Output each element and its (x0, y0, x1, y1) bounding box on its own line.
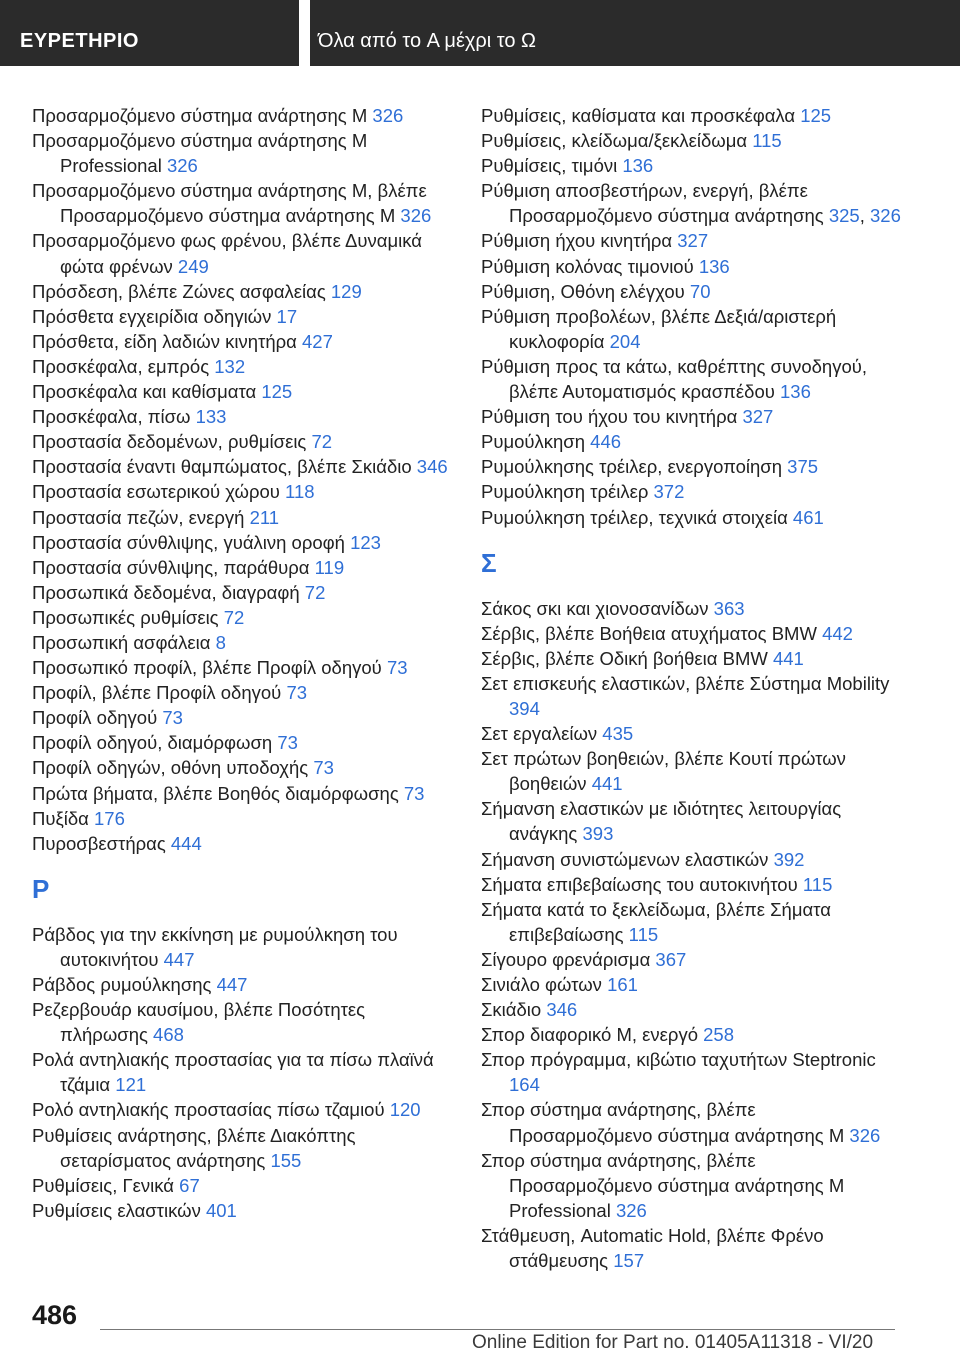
page-reference-link[interactable]: 136 (780, 381, 811, 403)
index-entry (481, 646, 901, 671)
index-term: Σετ εργαλείων (481, 723, 598, 745)
section-subtitle-tab (310, 0, 960, 66)
page-reference-link[interactable]: 326 (372, 105, 404, 126)
page-reference-link[interactable]: 129 (330, 280, 362, 302)
edition-footer: Online Edition for Part no. 01405A11318 - VI/20 (472, 1332, 874, 1353)
index-term: Ρυμούλκηση τρέιλερ (481, 481, 649, 503)
index-entry (481, 997, 901, 1022)
index-entry (32, 680, 452, 705)
index-term: Πρόσδεση, βλέπε Ζώνες ασφαλείας (32, 280, 326, 302)
page-reference-link[interactable]: 444 (170, 832, 202, 854)
page-reference-link[interactable]: 115 (628, 923, 659, 945)
page-reference-link[interactable]: 136 (622, 155, 654, 177)
index-term: Σπορ σύστημα ανάρτησης, βλέπε Προσαρμοζόμενο σύστημα ανάρτησης M Professional (481, 1149, 845, 1221)
index-term: Προφίλ, βλέπε Προφίλ οδηγού (32, 682, 282, 704)
index-term: Ρύθμιση κολόνας τιμονιού (481, 255, 694, 277)
index-term: Προσαρμοζόμενο σύστημα ανάρτησης M (32, 105, 368, 126)
index-entry (481, 897, 901, 947)
index-entry (481, 153, 901, 178)
page-reference-link[interactable]: 115 (752, 130, 782, 152)
index-entry (32, 304, 452, 329)
index-entry (32, 128, 452, 178)
page-reference-link[interactable]: 123 (350, 531, 381, 553)
page-reference-link[interactable]: 72 (304, 581, 326, 603)
page-reference-link[interactable]: 346 (416, 456, 448, 478)
index-letter-heading: Σ (481, 547, 497, 578)
page-reference-link[interactable]: 346 (546, 999, 578, 1021)
index-entry (32, 806, 452, 831)
index-term: Σάκος σκι και χιονοσανίδων (481, 597, 709, 619)
index-term: Προσωπικά δεδομένα, διαγραφή (32, 581, 300, 603)
page-reference-link[interactable]: 327 (677, 230, 709, 252)
index-term: Πρόσθετα εγχειρίδια οδηγιών (32, 305, 272, 327)
index-entry (32, 505, 452, 530)
index-entry (32, 1173, 452, 1198)
page-reference-link[interactable]: 468 (153, 1024, 184, 1046)
page-reference-link[interactable]: 133 (195, 406, 227, 428)
index-term: Προσαρμοζόμενο σύστημα ανάρτησης M, βλέπε Προσαρμοζόμενο σύστημα ανάρτησης M (32, 180, 427, 227)
page-reference-link[interactable]: 367 (655, 948, 687, 970)
index-term: Σπορ σύστημα ανάρτησης, βλέπε Προσαρμοζόμενο σύστημα ανάρτησης M (481, 1099, 845, 1146)
index-entry (32, 1198, 452, 1223)
page-reference-link[interactable]: 446 (590, 431, 622, 453)
page-reference-link[interactable]: 70 (689, 280, 711, 302)
index-term: Προφίλ οδηγού (32, 707, 158, 729)
page-reference-link[interactable]: 72 (311, 431, 333, 453)
index-entry (481, 1097, 901, 1147)
page-reference-link[interactable]: 326 (615, 1199, 647, 1221)
index-term: Προφίλ οδηγού, διαμόρφωση (32, 732, 273, 754)
index-entry (32, 103, 452, 128)
index-term: Προφίλ οδηγών, οθόνη υποδοχής (32, 757, 309, 779)
index-term: Προστασία σύνθλιψης, γυάλινη οροφή (32, 531, 345, 553)
index-term: Προστασία εσωτερικού χώρου (32, 481, 280, 503)
index-term: Προσαρμοζόμενο σύστημα ανάρτησης M Professional (32, 130, 368, 177)
page-reference-link[interactable]: 164 (509, 1074, 540, 1096)
index-entry (32, 354, 452, 379)
index-entry (32, 781, 452, 806)
index-entry (32, 630, 452, 655)
index-entry (32, 379, 452, 404)
index-term: Ρυμούλκηση τρέιλερ, τεχνικά στοιχεία (481, 506, 788, 528)
index-term: Ρυθμίσεις, τιμόνι (481, 155, 618, 177)
index-term: Ρυθμίσεις, καθίσματα και προσκέφαλα (481, 105, 796, 126)
index-entry (481, 304, 901, 354)
index-entry (32, 922, 452, 972)
index-entry (32, 479, 452, 504)
page-reference-link[interactable]: 136 (698, 255, 730, 277)
index-entry (32, 1097, 452, 1122)
index-term: Πυροσβεστήρας (32, 832, 166, 854)
index-entry (481, 429, 901, 454)
index-term: Ρυμούλκησης τρέιλερ, ενεργοποίηση (481, 456, 783, 478)
page-reference-link[interactable]: 393 (582, 823, 614, 845)
section-title: ΕΥΡΕΤΗΡΙΟ (20, 30, 139, 52)
page-reference-link[interactable]: 73 (403, 782, 425, 804)
index-entry (32, 329, 452, 354)
index-entry (481, 972, 901, 997)
page-reference-link[interactable]: 427 (302, 330, 333, 352)
index-term: Σινιάλο φώτων (481, 974, 602, 995)
index-entry (481, 671, 901, 721)
index-term: Πρόσθετα, είδη λαδιών κινητήρα (32, 330, 297, 352)
page-reference-link[interactable]: 157 (613, 1250, 645, 1272)
index-term: Ρύθμιση προβολέων, βλέπε Δεξιά/αριστερή κυκλοφορία (481, 305, 837, 352)
index-entry (32, 655, 452, 680)
page-reference-link[interactable]: 326 (870, 205, 901, 227)
page-reference-link[interactable]: 249 (177, 255, 209, 277)
page-reference-link[interactable]: 161 (607, 974, 638, 995)
page-reference-link[interactable]: 120 (389, 1099, 421, 1121)
index-entry (481, 354, 901, 404)
page-reference-link[interactable]: 119 (314, 556, 345, 578)
index-term: Σετ επισκευής ελαστικών, βλέπε Σύστημα Mobility (481, 672, 890, 694)
index-term: Σήματα επιβεβαίωσης του αυτοκινήτου (481, 873, 798, 895)
page-reference-link[interactable]: 73 (386, 657, 408, 679)
index-term: Στάθμευση, Automatic Hold, βλέπε Φρένο στάθμευσης (481, 1224, 824, 1272)
index-entry (32, 997, 452, 1047)
page-reference-link[interactable]: 401 (205, 1199, 237, 1221)
page-reference-link[interactable]: 326 (400, 205, 432, 227)
index-term: Σπορ πρόγραμμα, κιβώτιο ταχυτήτων Steptronic (481, 1049, 876, 1071)
index-entry (32, 429, 452, 454)
index-term: Προστασία έναντι θαμπώματος, βλέπε Σκιάδιο (32, 456, 412, 478)
index-header (0, 0, 960, 66)
page-reference-link[interactable]: 461 (792, 506, 824, 528)
index-term: Προσκέφαλα, εμπρός (32, 355, 210, 377)
page-reference-link[interactable]: 327 (742, 406, 774, 428)
page-reference-link[interactable]: 125 (800, 105, 832, 126)
page-reference-link[interactable]: 118 (285, 481, 315, 503)
index-entry (481, 847, 901, 872)
index-entry (32, 1123, 452, 1173)
page-reference-link[interactable]: 204 (609, 330, 641, 352)
index-term: Σετ πρώτων βοηθειών, βλέπε Κουτί πρώτων βοηθειών (481, 748, 846, 795)
index-entry (32, 580, 452, 605)
index-entry (32, 730, 452, 755)
page-reference-link[interactable]: 121 (115, 1074, 147, 1096)
page-reference-link[interactable]: 211 (249, 506, 280, 528)
index-entry (481, 228, 901, 253)
page-number: 486 (32, 1300, 78, 1330)
index-term: Ρυθμίσεις, Γενικά (32, 1174, 175, 1196)
page-reference-link[interactable]: 441 (772, 647, 804, 669)
index-term: Ρυθμίσεις, κλείδωμα/ξεκλείδωμα (481, 130, 748, 152)
index-entry (481, 721, 901, 746)
section-title-tab (0, 0, 299, 66)
index-term: Σήμανση ελαστικών με ιδιότητες λειτουργίας ανάγκης (481, 798, 842, 845)
page-reference-link[interactable]: 372 (653, 481, 685, 503)
page-reference-link[interactable]: 447 (216, 974, 248, 995)
index-term: Προσαρμοζόμενο φως φρένου, βλέπε Δυναμικά φώτα φρένων (32, 230, 422, 277)
index-entry (32, 454, 452, 479)
index-term: Σήμανση συνιστώμενων ελαστικών (481, 848, 769, 870)
index-term: Σήματα κατά το ξεκλείδωμα, βλέπε Σήματα επιβεβαίωσης (481, 898, 831, 945)
index-term: Προσωπική ασφάλεια (32, 631, 211, 653)
index-term: Ρυμούλκηση (481, 431, 586, 453)
index-entry (481, 479, 901, 504)
index-term: Προστασία σύνθλιψης, παράθυρα (32, 556, 310, 578)
page-reference-link[interactable]: 326 (849, 1124, 881, 1146)
index-term: Ρύθμιση ήχου κινητήρα (481, 230, 673, 252)
index-entry (481, 103, 901, 128)
index-entry (32, 555, 452, 580)
page-reference-link[interactable]: 441 (591, 773, 623, 795)
index-term: Προσωπικό προφίλ, βλέπε Προφίλ οδηγού (32, 657, 382, 679)
index-entry (481, 404, 901, 429)
index-term: Ρύθμιση του ήχου του κινητήρα (481, 406, 738, 428)
index-term: Προσωπικές ρυθμίσεις (32, 606, 219, 628)
index-term: Ρολό αντηλιακής προστασίας πίσω τζαμιού (32, 1099, 385, 1121)
page-reference-link[interactable]: 363 (713, 597, 745, 619)
page-reference-link[interactable]: 73 (286, 682, 308, 704)
page-reference-link[interactable]: 447 (163, 948, 195, 970)
index-entry (32, 178, 452, 228)
index-term: Σπορ διαφορικό M, ενεργό (481, 1024, 698, 1046)
index-entry (481, 454, 901, 479)
page-reference-link[interactable]: 326 (166, 155, 198, 177)
index-entry: Ρύθμιση αποσβεστήρων, ενεργή, βλέπε Προσαρμοζόμενο σύστημα ανάρτησης 325, 326 (481, 180, 901, 227)
index-letter-heading: Ρ (32, 873, 50, 904)
index-entry (481, 621, 901, 646)
index-entry (481, 505, 901, 530)
index-entry (481, 872, 901, 897)
index-term: Ρεζερβουάρ καυσίμου, βλέπε Ποσότητες πλήρωσης (32, 999, 366, 1046)
page-reference-link[interactable]: 115 (802, 873, 833, 895)
index-term: Σέρβις, βλέπε Οδική βοήθεια BMW (481, 647, 768, 669)
index-entry (481, 254, 901, 279)
page-reference-link[interactable]: 394 (509, 697, 540, 719)
index-term: Ρύθμιση, Οθόνη ελέγχου (481, 280, 685, 302)
index-term: Πρώτα βήματα, βλέπε Βοηθός διαμόρφωσης (32, 782, 399, 804)
index-term: Προσκέφαλα και καθίσματα (32, 381, 257, 403)
index-term: Σίγουρο φρενάρισμα (481, 948, 651, 970)
index-column-left (32, 103, 452, 1223)
section-subtitle: Όλα από το A μέχρι το Ω (318, 30, 536, 52)
index-entry (481, 279, 901, 304)
index-term: Ρύθμιση προς τα κάτω, καθρέπτης συνοδηγού, βλέπε Αυτοματισμός κρασπέδου (481, 355, 868, 403)
page-reference-link[interactable]: 442 (822, 622, 853, 644)
index-entry (32, 228, 452, 278)
page-reference-link[interactable]: 258 (703, 1024, 734, 1046)
index-term: Προστασία δεδομένων, ρυθμίσεις (32, 431, 307, 453)
index-entry (481, 1022, 901, 1047)
footer-divider (100, 1329, 895, 1330)
index-entry (32, 831, 452, 856)
page-reference-link[interactable]: 132 (214, 355, 246, 377)
index-term: Σκιάδιο (481, 999, 542, 1021)
index-term: Ρολά αντηλιακής προστασίας για τα πίσω πλαϊνά τζάμια (32, 1049, 434, 1096)
page-reference-link[interactable]: 176 (94, 807, 125, 829)
index-term: Προσκέφαλα, πίσω (32, 406, 191, 428)
index-entry (481, 128, 901, 153)
page-reference-link[interactable]: 325 (828, 205, 860, 227)
index-term: Ράβδος ρυμούλκησης (32, 974, 212, 995)
page-reference-link[interactable]: 375 (787, 456, 819, 478)
page-reference-link[interactable]: 73 (313, 757, 334, 779)
index-entry (32, 755, 452, 780)
index-entry (32, 404, 452, 429)
index-entry (32, 1047, 452, 1097)
page-reference-link[interactable]: 72 (223, 606, 245, 628)
page-reference-link[interactable]: 17 (276, 305, 298, 327)
index-entry (481, 796, 901, 846)
index-entry (32, 705, 452, 730)
index-term: Πυξίδα (32, 807, 89, 829)
index-entry (32, 972, 452, 997)
page-reference-link[interactable]: 8 (215, 631, 226, 653)
page-reference-link[interactable]: 73 (162, 707, 183, 729)
index-entry (481, 1148, 901, 1223)
index-column-right (481, 103, 901, 1273)
page-reference-link[interactable]: 155 (270, 1149, 302, 1171)
index-entry (481, 1047, 901, 1097)
page-reference-link[interactable]: 125 (261, 381, 293, 403)
index-term: Προστασία πεζών, ενεργή (32, 506, 245, 528)
index-entry (481, 746, 901, 796)
index-term: Ρυθμίσεις ανάρτησης, βλέπε Διακόπτης σεταρίσματος ανάρτησης (32, 1124, 356, 1171)
index-term: Σέρβις, βλέπε Βοήθεια ατυχήματος BMW (481, 622, 817, 644)
page-reference-link[interactable]: 73 (277, 732, 298, 754)
index-entry (32, 279, 452, 304)
page-reference-link[interactable]: 392 (773, 848, 805, 870)
index-entry (481, 596, 901, 621)
index-entry (32, 605, 452, 630)
index-term: Ρυθμίσεις ελαστικών (32, 1199, 201, 1221)
index-entry (32, 530, 452, 555)
index-term: Ρύθμιση αποσβεστήρων, ενεργή, βλέπε Προσαρμοζόμενο σύστημα ανάρτησης (481, 180, 824, 227)
page-reference-link[interactable]: 435 (602, 723, 634, 745)
index-entry (481, 1223, 901, 1273)
page-reference-link[interactable]: 67 (179, 1174, 200, 1196)
index-entry (481, 947, 901, 972)
index-term: Ράβδος για την εκκίνηση με ρυμούλκηση του αυτοκινήτου (32, 923, 398, 970)
